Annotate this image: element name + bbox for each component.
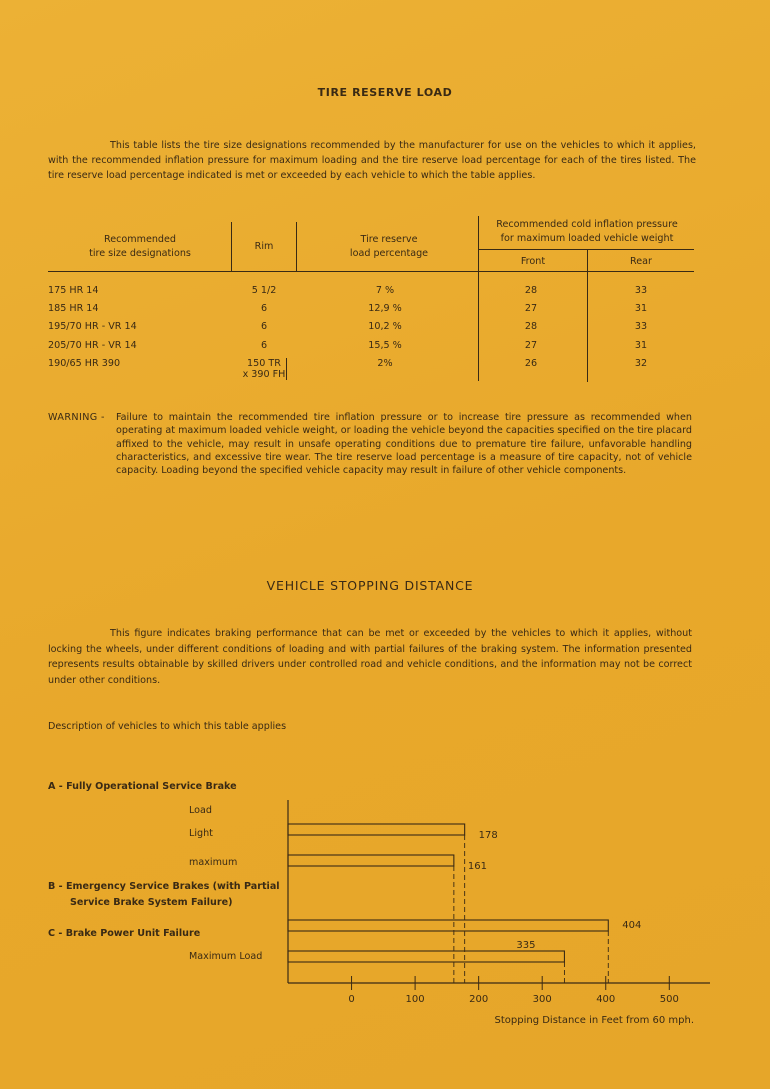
cell-rear: 31 [634,340,648,351]
bar-value-label: 178 [478,830,498,841]
warning-label: WARNING - [48,412,105,423]
x-tick-label: 400 [596,994,616,1005]
header-size-line1: Recommended [103,234,177,245]
bar-value-label: 404 [622,920,642,931]
tire-reserve-intro-text: This table lists the tire size designations recommended by the manufacturer for use on the vehicles to which it applies, with the recommended inflation pressure for maximum loading and the tire reserve load percentage for each of the tires listed. The tire reserve load percentage indicated is met or exceeded by each vehicle to which the table applies. [48,140,696,181]
label-c: C - Brake Power Unit Failure [48,928,201,939]
x-tick-label: 100 [405,994,425,1005]
cell-size: 205/70 HR - VR 14 [48,340,137,351]
header-rear: Rear [630,256,652,267]
label-light: Light [189,828,213,839]
cell-rim: 6 [260,340,268,351]
label-a: A - Fully Operational Service Brake [48,781,237,792]
tire-reserve-title: TIRE RESERVE LOAD [317,86,453,99]
warning-text: Failure to maintain the recommended tire inflation pressure or to increase tire pressure as recommended when operating at maximum loaded vehicle weight, or loading the vehicle beyond the capacities specified on the tire placard affixed to the vehicle, may result in unsafe operating conditions due to premature tire failure, unfavorable handling characteristics, and excessive tire wear. The tire reserve load percentage is a measure of tire capacity, not of vehicle capacity. Loading beyond the specified vehicle capacity may result in failure of other vehicle components. [116,412,692,477]
cell-rear: 31 [634,303,648,314]
bar [288,951,564,962]
cell-front: 27 [524,340,538,351]
x-axis-label: Stopping Distance in Feet from 60 mph. [494,1015,694,1026]
header-pressure-line1: Recommended cold inflation pressure [496,219,678,230]
bar [288,855,454,866]
header-size-line2: tire size designations [89,248,191,259]
cell-rim: 6 [260,321,268,332]
header-front: Front [520,256,546,267]
header-pressure-line2: for maximum loaded vehicle weight [500,233,674,244]
cell-size: 175 HR 14 [48,285,99,296]
cell-rear: 33 [634,285,648,296]
label-maximum: maximum [189,857,238,868]
header-rim: Rim [254,241,274,252]
cell-front: 28 [524,285,538,296]
x-tick-label: 200 [469,994,489,1005]
stopping-distance-title: VEHICLE STOPPING DISTANCE [266,578,474,593]
cell-rear: 32 [634,358,648,369]
label-b-line1: B - Emergency Service Brakes (with Partial [48,881,280,892]
cell-rim: 6 [260,303,268,314]
cell-rim: 150 TR [247,358,281,369]
cell-front: 27 [524,303,538,314]
cell-size: 190/65 HR 390 [48,358,121,369]
bar-value-label: 161 [467,861,487,872]
label-b-line2: Service Brake System Failure) [70,897,233,908]
cell-front: 26 [524,358,538,369]
cell-size: 195/70 HR - VR 14 [48,321,137,332]
cell-rear: 33 [634,321,648,332]
x-tick-label: 500 [659,994,679,1005]
label-load: Load [189,805,213,816]
cell-reserve: 15,5 % [368,340,402,351]
cell-front: 28 [524,321,538,332]
bar [288,824,465,835]
cell-reserve: 10,2 % [368,321,402,332]
vehicle-description: Description of vehicles to which this table applies [48,721,287,732]
cell-reserve: 2% [377,358,393,369]
bar [288,920,608,931]
header-reserve-line1: Tire reserve [360,234,418,245]
stopping-intro-text: This figure indicates braking performance that can be met or exceeded by the vehicles to which it applies, without locking the wheels, under different conditions of loading and with partial failures of the braking system. The information presented represents results obtainable by skilled drivers under controlled road and vehicle conditions, and the information may not be correct under other conditions. [48,628,692,686]
label-maximum-load: Maximum Load [189,951,263,962]
cell-rim-line2: x 390 FH [242,369,286,380]
cell-reserve: 12,9 % [368,303,402,314]
cell-reserve: 7 % [375,285,395,296]
x-tick-label: 0 [348,994,355,1005]
header-reserve-line2: load percentage [349,248,429,259]
bar-value-label: 335 [516,940,536,951]
x-tick-label: 300 [532,994,552,1005]
cell-size: 185 HR 14 [48,303,99,314]
cell-rim: 5 1/2 [251,285,277,296]
